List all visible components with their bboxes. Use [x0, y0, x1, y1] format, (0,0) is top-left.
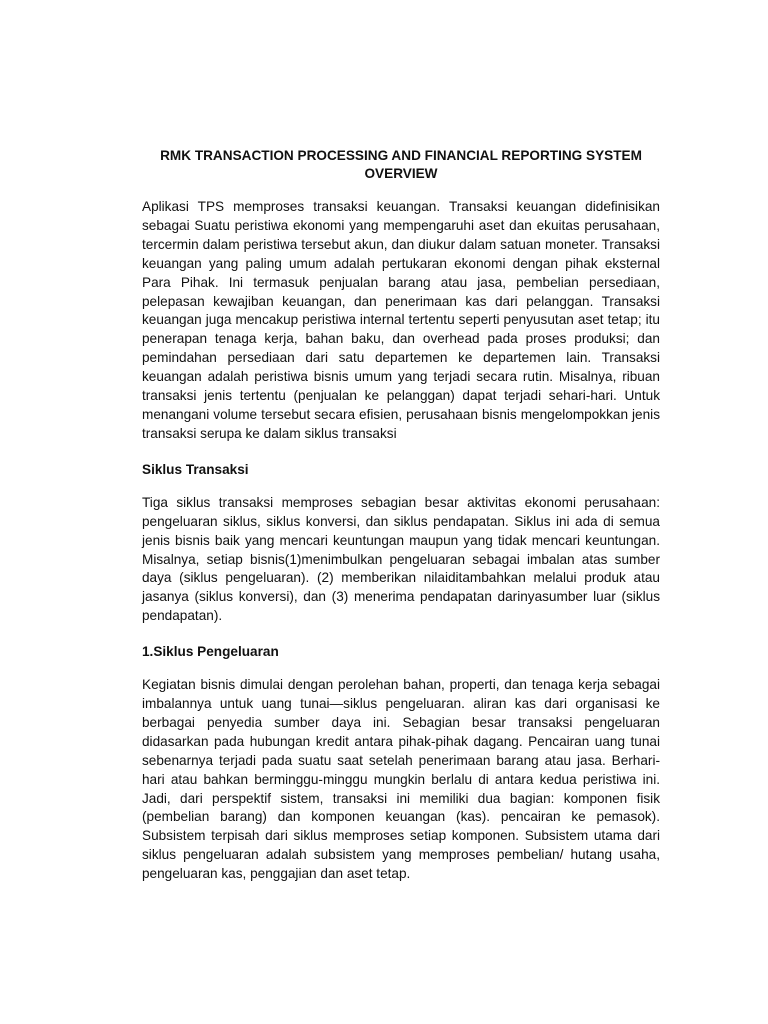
intro-paragraph: Aplikasi TPS memproses transaksi keuangan. Transaksi keuangan didefinisikan sebagai Suatu peristiwa ekonomi yang mempengaruhi aset dan ekuitas perusahaan, tercermin dalam peristiwa tersebut akun, dan diukur dalam satuan moneter. Transaksi keuangan yang paling umum adalah pertukaran ekonomi dengan pihak eksternal Para Pihak. Ini termasuk penjualan barang atau jasa, pembelian persediaan, pelepasan kewajiban keuangan, dan penerimaan kas dari pelanggan. Transaksi keuangan juga mencakup peristiwa internal tertentu seperti penyusutan aset tetap; itu penerapan tenaga kerja, bahan baku, dan overhead pada proses produksi; dan pemindahan persediaan dari satu departemen ke departemen lain. Transaksi keuangan adalah peristiwa bisnis umum yang terjadi secara rutin. Misalnya, ribuan transaksi jenis tertentu (penjualan ke pelanggan) dapat terjadi sehari-hari. Untuk menangani volume tersebut secara efisien, perusahaan bisnis mengelompokkan jenis transaksi serupa ke dalam siklus transaksi [142, 199, 660, 441]
section-heading-siklus-pengeluaran: 1.Siklus Pengeluaran [142, 644, 279, 660]
section-paragraph-siklus-pengeluaran: Kegiatan bisnis dimulai dengan perolehan bahan, properti, dan tenaga kerja sebagai imbalannya untuk uang tunai—siklus pengeluaran. aliran kas dari organisasi ke berbagai penyedia sumber daya ini. Sebagian besar transaksi pengeluaran didasarkan pada hubungan kredit antara pihak-pihak dagang. Pencairan uang tunai sebenarnya terjadi pada suatu saat setelah penerimaan barang atau jasa. Berhari-hari atau bahkan berminggu-minggu mungkin berlalu di antara kedua peristiwa ini. Jadi, dari perspektif sistem, transaksi ini memiliki dua bagian: komponen fisik (pembelian barang) dan komponen keuangan (kas). pencairan ke pemasok). Subsistem terpisah dari siklus memproses setiap komponen. Subsistem utama dari siklus pengeluaran adalah subsistem yang memproses pembelian/ hutang usaha, pengeluaran kas, penggajian dan aset tetap. [142, 677, 660, 882]
section-paragraph-siklus-transaksi: Tiga siklus transaksi memproses sebagian besar aktivitas ekonomi perusahaan: pengeluaran siklus, siklus konversi, dan siklus pendapatan. Siklus ini ada di semua jenis bisnis baik yang mencari keuntungan maupun yang tidak mencari keuntungan. Misalnya, setiap bisnis(1)menimbulkan pengeluaran sebagai imbalan atas sumber daya (siklus pengeluaran). (2) memberikan nilaiditambahkan melalui produk atau jasanya (siklus konversi), dan (3) menerima pendapatan darinyasumber luar (siklus pendapatan). [142, 494, 660, 624]
section-heading-siklus-transaksi: Siklus Transaksi [142, 461, 249, 477]
document-title: RMK TRANSACTION PROCESSING AND FINANCIAL REPORTING SYSTEM OVERVIEW [160, 148, 642, 181]
document-body [142, 147, 660, 884]
